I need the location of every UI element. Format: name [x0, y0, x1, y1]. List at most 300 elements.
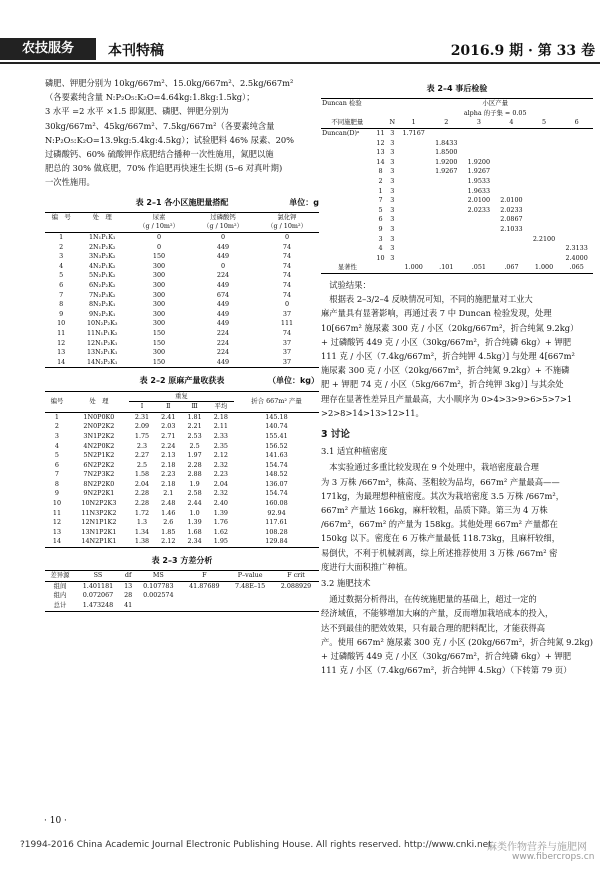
body-line: 111 克 / 小区（7.4kg/667m²，折合纯钾 4.5kg）] 与处理 4[667m²: [321, 350, 575, 361]
table-cell: [560, 158, 593, 168]
table-cell: [135, 601, 181, 611]
rep-header: Ⅱ: [166, 402, 171, 411]
body-line: + 过磷酸钙 449 克 / 小区（30kg/667m²，折合纯磷 6kg）+ 钾肥: [321, 336, 572, 347]
table-cell: 2.12: [161, 537, 176, 546]
table-cell: [528, 148, 561, 158]
col-header: N: [389, 118, 396, 127]
table-cell: [397, 206, 430, 216]
table-cell: 140.74: [265, 422, 288, 431]
table-cell: 总计: [53, 601, 67, 610]
table-cell: 2.33: [213, 431, 228, 440]
table-cell: 0.072067: [82, 591, 114, 600]
table-title-text: 表 2–2 原麻产量收获表: [139, 376, 225, 386]
table-row: [45, 348, 319, 358]
table-cell: 1N0P0K0: [83, 412, 115, 421]
table-cell: [430, 187, 463, 197]
table-cell: 2.12: [213, 451, 228, 460]
table-cell: [397, 167, 430, 177]
table-cell: 1.473248: [82, 601, 114, 610]
table-row: [45, 319, 319, 329]
table-cell: [528, 128, 561, 138]
col-header: 3: [476, 118, 481, 127]
table-cell: [321, 215, 374, 225]
table-cell: 1.7167: [402, 128, 425, 137]
table-cell: 6N2P2K2: [83, 460, 115, 469]
table-2-1: [45, 212, 319, 369]
table-row: [321, 139, 593, 149]
body-line: 111 克 / 小区（7.4kg/667m²，折合纯钾 4.5kg）（下转第 79 页）: [321, 665, 572, 676]
table-row: [321, 196, 593, 206]
col-header: 6: [574, 118, 579, 127]
body-line: 150kg 以下。密度在 6 万株产量最低 118.73kg，且麻杆较细，: [321, 533, 561, 544]
table-cell: 1.8433: [435, 138, 458, 147]
table-cell: [463, 254, 496, 264]
table-row: [45, 480, 319, 490]
body-line: 30kg/667m²、45kg/667m²、7.5kg/667m²（各要素纯含量: [45, 120, 275, 131]
table-cell: 3: [390, 148, 395, 157]
table-cell: 3: [390, 186, 395, 195]
col-header: 过磷酸钙: [210, 212, 236, 221]
section-badge: 农技服务: [0, 38, 96, 60]
table-cell: [227, 601, 273, 611]
subsection-3-2-heading: 3.2 施肥技术: [321, 577, 371, 588]
table-cell: 300: [152, 271, 166, 280]
table-cell: 74: [282, 328, 292, 337]
table-row: [45, 233, 319, 243]
table-cell: 3N1P2K2: [83, 431, 115, 440]
table-row: [45, 310, 319, 320]
header-rule: [0, 62, 600, 64]
table-cell: 6N₂P₂K₂: [88, 280, 116, 289]
table-cell: [463, 128, 496, 138]
table-row: [321, 167, 593, 177]
table-cell: 1.0: [189, 508, 200, 517]
table-cell: 2.28: [134, 499, 150, 508]
col-header: 重复: [129, 391, 234, 402]
table-cell: [560, 167, 593, 177]
table-cell: [463, 235, 496, 245]
body-line: 磷肥、钾肥分别为 10kg/667m²、15.0kg/667m²、2.5kg/667m²: [45, 78, 294, 88]
table-cell: 41.87689: [189, 581, 220, 590]
table-cell: 2.41: [161, 412, 176, 421]
table-cell: 224: [216, 328, 230, 337]
table-cell: 300: [152, 280, 166, 289]
results-text: [321, 278, 593, 420]
intro-text: [45, 76, 319, 190]
table-cell: 14: [52, 537, 62, 546]
col-header: F: [202, 571, 207, 580]
table-cell: 7: [378, 196, 383, 205]
table-cell: 145.18: [265, 412, 288, 421]
table-cell: [321, 148, 374, 158]
table-cell: .051: [471, 263, 486, 272]
table-cell: 8: [59, 300, 64, 309]
page-header: [0, 0, 615, 60]
table-cell: 1.85: [161, 527, 176, 536]
results-title: 试验结果：: [321, 279, 371, 290]
table-cell: 74: [282, 290, 292, 299]
table-row: [45, 528, 319, 538]
body-line: 根据表 2–3/2–4 反映情况可知，不同的施肥量对工业大: [321, 294, 533, 305]
body-line: 本实验通过多重比较发现在 9 个处理中，栽培密度最合理: [321, 462, 539, 473]
table-cell: [321, 206, 374, 216]
table-cell: 3: [59, 252, 64, 261]
table-cell: 4: [59, 261, 64, 270]
body-line: N:P₂O₅:K₂O=13.9kg:5.4kg:4.5kg）；试验肥料 46% 尿素、20%: [45, 134, 295, 145]
table-cell: 显著性: [337, 263, 357, 272]
table-cell: 3: [390, 253, 395, 262]
table-cell: 449: [216, 300, 230, 309]
watermark-url: www.fibercrops.cn: [512, 852, 595, 862]
col-header: 氯化钾: [277, 212, 297, 221]
col-header: SS: [93, 571, 103, 580]
body-line: 为 3 万株 /667m²，株高、茎粗较为品均，667m² 产量最高——: [321, 476, 560, 487]
table-cell: 2.27: [134, 451, 150, 460]
table-row: [321, 206, 593, 216]
table-cell: [181, 591, 227, 601]
table-cell: 37: [282, 357, 292, 366]
body-line: 3 水平 =2 水平 ×1.5 即氮肥、磷肥、钾肥分别为: [45, 106, 229, 117]
table-cell: [397, 254, 430, 264]
table-cell: 300: [152, 319, 166, 328]
table-cell: 150: [152, 328, 166, 337]
table-cell: 2.5: [189, 441, 200, 450]
body-line: 理存在显著性差异且产量最高，大小顺序为 0>4>3>9>6>5>7>1: [321, 393, 573, 404]
table-row: [45, 509, 319, 519]
table-cell: 1.39: [213, 508, 228, 517]
table-cell: 0: [284, 300, 290, 309]
table-cell: 41: [124, 601, 133, 610]
table-cell: 224: [216, 348, 230, 357]
table-cell: 2.0100: [500, 196, 523, 205]
table-cell: 2.21: [187, 422, 202, 431]
table-cell: 14: [376, 157, 385, 166]
table-cell: 2.0233: [500, 205, 523, 214]
table-cell: 0: [220, 261, 226, 270]
table-cell: [495, 244, 528, 254]
col-header: 1: [411, 118, 416, 127]
table-cell: 5N₂P₁K₂: [88, 271, 116, 280]
table-cell: [528, 177, 561, 187]
table-cell: 11N3P2K2: [81, 508, 117, 517]
table-cell: 12N1P1K2: [81, 518, 117, 527]
table-cell: 449: [216, 242, 230, 251]
table-cell: [430, 128, 463, 138]
table-cell: 3: [390, 224, 395, 233]
rep-header: Ⅲ: [191, 402, 198, 411]
table-cell: 74: [282, 261, 292, 270]
table-cell: 449: [216, 280, 230, 289]
table-cell: [321, 139, 374, 149]
col-header: 差异源: [50, 571, 70, 580]
table-cell: 1.38: [134, 537, 150, 546]
table-cell: 0: [284, 233, 290, 242]
table-row: [321, 235, 593, 245]
table-cell: [321, 187, 374, 197]
table-cell: 674: [216, 290, 230, 299]
table-cell: 300: [152, 309, 166, 318]
table-cell: 154.74: [265, 460, 288, 469]
table-row: [45, 442, 319, 452]
table-cell: [430, 206, 463, 216]
table-cell: [560, 177, 593, 187]
table-cell: 449: [216, 357, 230, 366]
table-cell: 1.401181: [82, 581, 114, 590]
table-row: [45, 537, 319, 547]
table-cell: 2: [378, 176, 383, 185]
table-cell: 2.32: [213, 489, 228, 498]
table-cell: 3: [390, 244, 395, 253]
table-cell: 2.11: [213, 422, 228, 431]
col-header: [374, 118, 388, 128]
table-cell: [495, 167, 528, 177]
table-cell: 13: [57, 348, 66, 357]
col-subheader: （g / 10m²）: [203, 222, 243, 231]
table-cell: [560, 128, 593, 138]
table-cell: [528, 139, 561, 149]
table-cell: 1: [59, 233, 64, 242]
table-row: [45, 489, 319, 499]
table-row: [45, 461, 319, 471]
table-cell: 8: [378, 167, 383, 176]
table-cell: [321, 177, 374, 187]
table-cell: 129.84: [265, 537, 288, 546]
table-cell: 5: [59, 271, 64, 280]
significance-row: [321, 263, 593, 273]
table-cell: 1.3: [136, 518, 148, 527]
table-cell: 11: [376, 128, 385, 137]
table-cell: [430, 254, 463, 264]
table-cell: [273, 591, 319, 601]
table-row: [45, 499, 319, 509]
table-cell: [560, 148, 593, 158]
table-cell: [528, 196, 561, 206]
table-cell: .067: [504, 263, 519, 272]
table-cell: 1.000: [534, 263, 554, 272]
table-cell: 2.13: [161, 451, 176, 460]
table-cell: 2.0867: [500, 215, 523, 224]
body-line: 171kg，为最理想种植密度。其次为栽培密度 3.5 万株 /667m²，: [321, 490, 565, 501]
table-cell: 0: [156, 233, 162, 242]
body-line: 通过数据分析得出，在传统施肥量的基础上，超过一定的: [321, 594, 537, 605]
table-cell: 37: [282, 338, 292, 347]
table-row: [45, 432, 319, 442]
table-cell: 2.18: [161, 479, 176, 488]
body-line: 易倒伏，不利于机械剥离，综上所述推荐使用 3 万株 /667m² 密: [321, 547, 558, 558]
table-cell: [227, 591, 273, 601]
table-row: [321, 225, 593, 235]
table-cell: 1.9267: [435, 167, 458, 176]
table-cell: 224: [216, 271, 230, 280]
table-cell: 2.32: [213, 460, 228, 469]
table-cell: [397, 139, 430, 149]
table-cell: 224: [216, 338, 230, 347]
table-row: [45, 601, 319, 611]
table-row: [45, 358, 319, 368]
table-cell: 3: [54, 431, 59, 440]
table-cell: 2.35: [213, 441, 228, 450]
table-cell: [397, 177, 430, 187]
table-cell: 2: [59, 242, 64, 251]
table-cell: [495, 235, 528, 245]
table-row: [321, 187, 593, 197]
body-line: 麻产量具有显著影响，再通过表 7 中 Duncan 检验发现，处理: [321, 308, 552, 319]
table-cell: [430, 215, 463, 225]
table-row: [45, 271, 319, 281]
table-cell: 0.002574: [143, 591, 174, 600]
table-row: [45, 291, 319, 301]
table-cell: 2.18: [161, 460, 176, 469]
body-line: 度进行大面积推广种植。: [321, 561, 413, 572]
table-cell: 2.6: [163, 518, 174, 527]
table-unit: 单位：g: [289, 197, 319, 207]
table-row: [45, 412, 319, 422]
left-column: [45, 76, 319, 612]
body-line: 产。使用 667m² 施尿素 300 克 / 小区 (20kg/667m²，折合纯氮 9.2kg): [321, 636, 593, 647]
table-cell: [463, 225, 496, 235]
table-cell: [528, 244, 561, 254]
table-cell: 1.34: [134, 527, 150, 536]
table-cell: 2N₁P₂K₂: [88, 242, 116, 251]
table-row: [45, 518, 319, 528]
col-header: 5: [541, 118, 547, 127]
table-cell: 2.088929: [280, 581, 312, 590]
table-cell: 4N2P0K2: [83, 441, 115, 450]
table-cell: 3: [390, 205, 395, 214]
table-cell: 1: [378, 186, 383, 195]
table-cell: 1.72: [134, 508, 150, 517]
table-cell: [430, 225, 463, 235]
table-row: [321, 215, 593, 225]
table-cell: [463, 215, 496, 225]
table-row: [321, 148, 593, 158]
table-cell: [528, 215, 561, 225]
table-cell: 2.5: [136, 460, 148, 469]
table-cell: 74: [282, 271, 292, 280]
table-cell: [560, 215, 593, 225]
body-line: 施尿素 300 克 / 小区（20kg/667m²，折合纯氮 9.2kg）+ 不施磷: [321, 365, 570, 376]
table-cell: [560, 225, 593, 235]
table-cell: 1.9267: [467, 167, 491, 176]
table-cell: 1.9200: [467, 157, 491, 166]
table-cell: [495, 128, 528, 138]
body-line: 肥总的 30% 做底肥，70% 作追肥再快速生长期 (5–6 对真叶期): [45, 163, 283, 174]
table-cell: 6: [59, 280, 64, 289]
table-cell: 2N0P2K2: [83, 422, 115, 431]
body-line: 一次性施用。: [45, 177, 95, 188]
table-row: [45, 451, 319, 461]
col-header: 折合 667m² 产量: [251, 396, 302, 405]
table-cell: 3: [390, 138, 395, 147]
table-cell: [528, 225, 561, 235]
table-cell: 2.48: [161, 499, 176, 508]
table-cell: 1.81: [187, 412, 202, 421]
table-cell: 1.68: [187, 527, 202, 536]
body-line: （各要素纯含量 N:P₂O₅:K₂O=4.64kg:1.8kg:1.5kg）；: [45, 92, 255, 103]
table-2-1-title: [45, 196, 319, 210]
table-cell: [321, 254, 374, 264]
table-cell: 12: [57, 338, 66, 347]
table-cell: 8N2P2K0: [83, 479, 115, 488]
col-header: 处 理: [92, 212, 112, 221]
table-cell: [397, 148, 430, 158]
table-cell: [495, 148, 528, 158]
body-line: + 过磷酸钙 449 克 / 小区（30kg/667m²，折合纯磷 6kg）+ 钾肥: [321, 650, 572, 661]
table-cell: 组间: [53, 581, 67, 590]
table-cell: [430, 177, 463, 187]
table-cell: 6: [378, 215, 383, 224]
table-cell: 150: [152, 338, 166, 347]
table-cell: 5: [54, 451, 59, 460]
table-cell: 10: [57, 319, 66, 328]
col-subheader: （g / 10m²）: [267, 222, 307, 231]
table-cell: 108.28: [265, 527, 288, 536]
table-cell: [397, 196, 430, 206]
table-cell: 300: [152, 290, 166, 299]
section-3-2-text: [321, 592, 593, 677]
table-cell: [397, 215, 430, 225]
table-cell: [321, 196, 374, 206]
table-cell: 2.28: [187, 460, 202, 469]
table-cell: 4: [54, 441, 59, 450]
table-row: [45, 329, 319, 339]
table-row: [321, 158, 593, 168]
table-cell: 12N₁P₂K₁: [86, 338, 118, 347]
table-cell: [430, 235, 463, 245]
table-cell: 2.04: [134, 479, 150, 488]
table-cell: 2.09: [134, 422, 150, 431]
table-cell: [181, 601, 227, 611]
table-cell: 2.03: [161, 422, 176, 431]
table-cell: 5: [378, 205, 383, 214]
table-cell: 1.58: [134, 470, 150, 479]
col-header: MS: [152, 571, 164, 580]
table-cell: 111: [280, 319, 294, 328]
table-cell: 0: [220, 233, 226, 242]
table-cell: [495, 158, 528, 168]
body-line: 肥 + 钾肥 74 克 / 小区（5kg/667m²，折合纯钾 3kg）] 与其余处: [321, 379, 564, 390]
table-cell: 37: [282, 348, 292, 357]
table-cell: 13: [52, 527, 62, 536]
table-cell: 141.63: [265, 451, 288, 460]
table-cell: 150: [152, 252, 166, 261]
table-row: [321, 177, 593, 187]
table-cell: 5N2P1K2: [83, 451, 115, 460]
table-cell: 7N₂P₃K₂: [88, 290, 116, 299]
table-cell: [560, 187, 593, 197]
table-cell: [495, 254, 528, 264]
table-cell: 2.53: [187, 431, 202, 440]
table-cell: [560, 235, 593, 245]
col-header: 2: [444, 118, 449, 127]
table-cell: 150: [152, 357, 166, 366]
section-3-1-text: [321, 460, 593, 574]
table-cell: 74: [282, 252, 292, 261]
section-3-heading: 3 讨论: [321, 428, 350, 440]
table-cell: [495, 139, 528, 149]
table-cell: [528, 158, 561, 168]
table-cell: [321, 225, 374, 235]
table-cell: [528, 167, 561, 177]
caption-right: 小区产量: [482, 99, 508, 108]
table-cell: 2.0233: [467, 205, 491, 214]
table-cell: 2.23: [213, 470, 228, 479]
col-header: df: [124, 571, 132, 580]
table-2-2: [45, 391, 319, 549]
table-cell: 9N₂P₂K₁: [88, 309, 116, 318]
table-row: [45, 252, 319, 262]
table-row: [45, 422, 319, 432]
